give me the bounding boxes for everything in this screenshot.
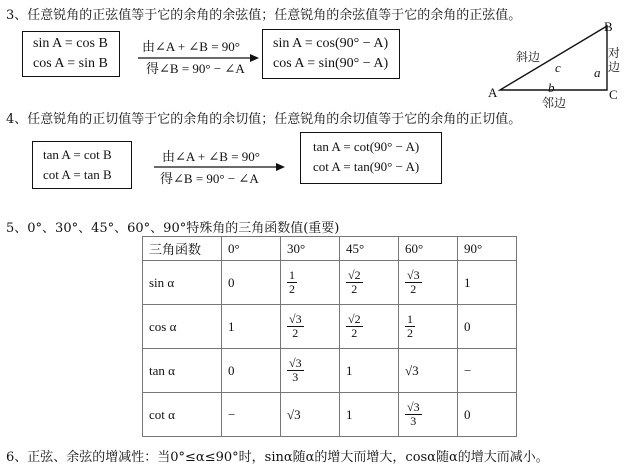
fraction-numerator: √3 — [289, 356, 302, 370]
opposite-label: 对边 — [608, 46, 621, 74]
cot-complement-line: cot A = tan(90° − A) — [313, 159, 420, 174]
cell-sin-45 — [340, 261, 399, 305]
vertex-a-label: A — [488, 85, 498, 100]
section4-heading: 4、任意锐角的正切值等于它的余角的余切值；任意锐角的余切值等于它的余角的正切值。 — [6, 112, 522, 127]
section3-arrow-bottom: 得∠B = 90° − ∠A — [146, 61, 245, 76]
cot-eq-tan-line: cot A = tan B — [43, 167, 112, 182]
tan-eq-cot-line: tan A = cot B — [43, 147, 112, 162]
fraction-denominator: 2 — [351, 282, 358, 296]
fraction-denominator: 2 — [351, 326, 358, 340]
fraction-numerator: √2 — [348, 312, 361, 326]
section4-arrow-bottom: 得∠B = 90° − ∠A — [160, 171, 259, 186]
header-30deg: 30° — [281, 237, 340, 261]
header-60deg: 60° — [399, 237, 458, 261]
cell-sin-60 — [399, 261, 458, 305]
cell-tan-60: √3 — [399, 349, 458, 393]
section6-heading: 6、正弦、余弦的增减性：当0°≤α≤90°时，sinα随α的增大而增大，cosα随α的增大而减小。 — [6, 450, 549, 465]
cell-cot-60 — [399, 393, 458, 437]
fn-cos: cos α — [143, 305, 222, 349]
fn-cot: cot α — [143, 393, 222, 437]
header-45deg: 45° — [340, 237, 399, 261]
cell-tan-30 — [281, 349, 340, 393]
cell-sin-30 — [281, 261, 340, 305]
fn-tan: tan α — [143, 349, 222, 393]
section3-heading: 3、任意锐角的正弦值等于它的余角的余弦值；任意锐角的余弦值等于它的余角的正弦值。 — [6, 8, 522, 23]
fraction-numerator: 1 — [289, 268, 295, 282]
sin-eq-cos-line: sin A = cos B — [33, 36, 108, 51]
table-header-row — [143, 237, 517, 261]
side-b-label: b — [548, 80, 555, 95]
header-function: 三角函数 — [143, 237, 222, 261]
fraction-denominator: 2 — [410, 282, 417, 296]
section3-box-left — [22, 31, 120, 77]
fraction-denominator: 3 — [410, 414, 417, 428]
cell-cot-0: − — [222, 393, 281, 437]
section3-arrow-top: 由∠A + ∠B = 90° — [142, 39, 240, 54]
cell-cot-45: 1 — [340, 393, 399, 437]
fraction-denominator: 2 — [289, 282, 295, 296]
cell-tan-90: − — [458, 349, 517, 393]
cell-cot-90: 0 — [458, 393, 517, 437]
cell-cos-60 — [399, 305, 458, 349]
table-row — [143, 393, 517, 437]
vertex-c-label: C — [609, 87, 618, 102]
fraction-numerator: √2 — [348, 268, 361, 282]
section4-box-left — [32, 141, 132, 189]
table-row — [143, 305, 517, 349]
section5-heading: 5、0°、30°、45°、60°、90°特殊角的三角函数值(重要) — [6, 221, 340, 236]
cell-cos-90: 0 — [458, 305, 517, 349]
fraction-denominator: 2 — [407, 326, 413, 340]
header-90deg: 90° — [458, 237, 517, 261]
fraction-numerator: 1 — [407, 312, 413, 326]
adjacent-label: 邻边 — [542, 96, 567, 110]
header-0deg: 0° — [222, 237, 281, 261]
cell-sin-90: 1 — [458, 261, 517, 305]
side-c-label: c — [555, 60, 561, 75]
fraction-denominator: 2 — [292, 326, 299, 340]
fraction-denominator: 3 — [292, 370, 299, 384]
section4-arrow-top: 由∠A + ∠B = 90° — [162, 149, 260, 164]
fraction-numerator: √3 — [407, 400, 420, 414]
cell-cot-30: √3 — [281, 393, 340, 437]
side-a-label: a — [594, 65, 601, 80]
cell-sin-0: 0 — [222, 261, 281, 305]
cos-complement-line: cos A = sin(90° − A) — [273, 56, 389, 71]
fraction-numerator: √3 — [289, 312, 302, 326]
table-row — [143, 349, 517, 393]
sin-complement-line: sin A = cos(90° − A) — [273, 36, 389, 51]
cell-cos-45 — [340, 305, 399, 349]
cell-tan-45: 1 — [340, 349, 399, 393]
table-row — [143, 261, 517, 305]
cell-cos-30 — [281, 305, 340, 349]
hypotenuse-label: 斜边 — [516, 50, 541, 64]
cell-cos-0: 1 — [222, 305, 281, 349]
section3-box-right — [262, 29, 400, 79]
cos-eq-sin-line: cos A = sin B — [33, 56, 108, 71]
special-angles-table — [142, 236, 517, 437]
fn-sin: sin α — [143, 261, 222, 305]
tan-complement-line: tan A = cot(90° − A) — [313, 139, 420, 154]
vertex-b-label: B — [604, 19, 613, 34]
section4-box-right — [300, 132, 442, 184]
fraction-numerator: √3 — [407, 268, 420, 282]
cell-tan-0: 0 — [222, 349, 281, 393]
